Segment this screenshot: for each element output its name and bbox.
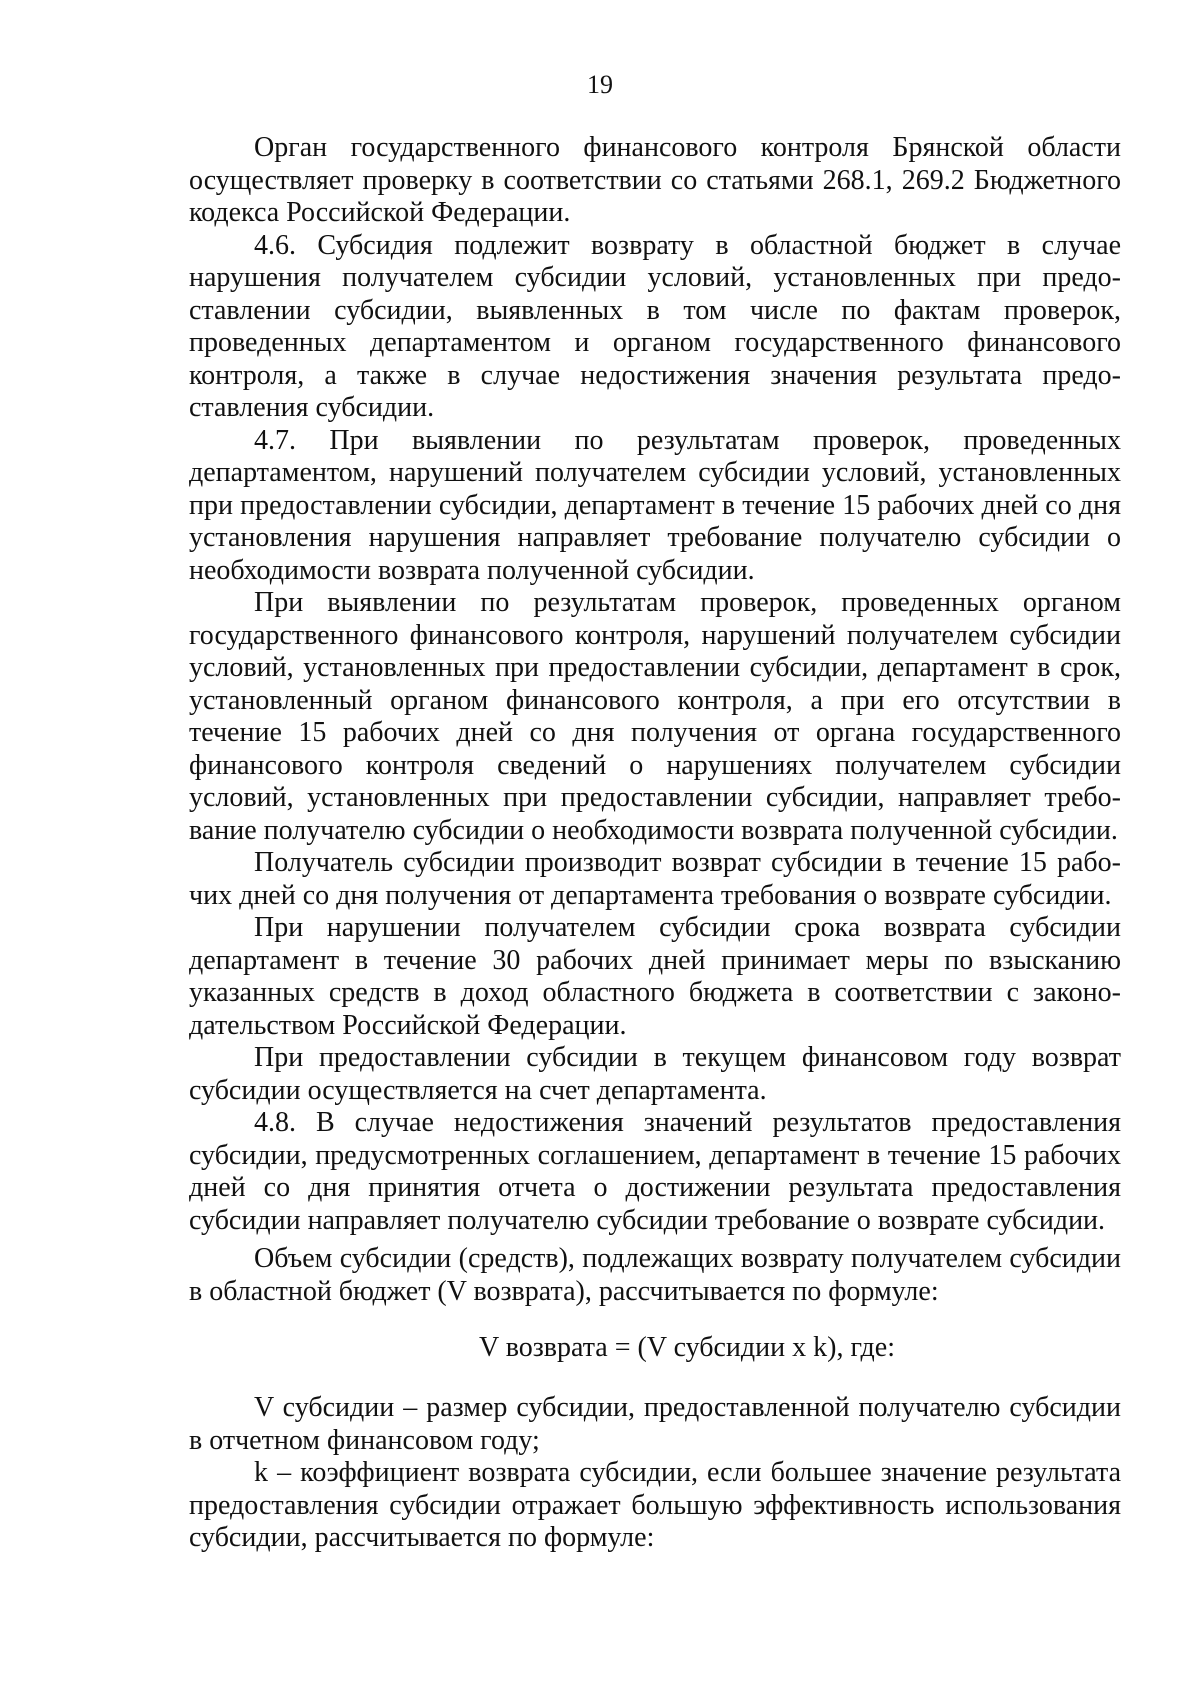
paragraph-recovery-measures: При нарушении получателем субсидии срока возврата субсидии департамент в течение 30 рабочих дней принимает меры по взысканию указанных средств в доход областного бюджета в соответствии с законодательством Российской Федерации. [189,912,1121,1041]
definition-v-subsidy: V субсидии – размер субсидии, предоставленной получателю субсидии в отчетном финансовом году; [189,1392,1121,1456]
paragraph-4-6-refund-conditions: 4.6. Субсидия подлежит возврату в областной бюджет в случае нарушения получателем субсидии условий, установленных при предоставлении субсидии, выявленных в том числе по фактам проверок, проведенных департаментом и органом государственного финансового контроля, а также в случае недостижения значения результата предоставления субсидии. [189,229,1121,423]
paragraph-4-8-results-not-achieved: 4.8. В случае недостижения значений результатов предоставления субсидии, предусмотренных соглашением, департамент в течение 15 рабочих дней со дня принятия отчета о достижении результата предоставления субсидии направляет получателю субсидии требование о возврате субсидии. [189,1107,1121,1236]
paragraph-4-7-department-violations: 4.7. При выявлении по результатам проверок, проведенных департаментом, нарушений получателем субсидии условий, установленных при предоставлении субсидии, департамент в течение 15 рабочих дней со дня установления нарушения направляет требование получателю субсидии о необходимости возврата полученной субсидии. [189,424,1121,586]
paragraph-financial-control: Орган государственного финансового контроля Брянской области осуществляет проверку в соответствии со статьями 268.1, 269.2 Бюджетного кодекса Российской Федерации. [189,132,1121,228]
paragraph-current-year-refund: При предоставлении субсидии в текущем финансовом году возврат субсидии осуществляется на счет департамента. [189,1042,1121,1106]
document-body [189,132,1121,1555]
refund-formula: V возврата = (V субсидии x k), где: [479,1332,895,1363]
page-number: 19 [587,70,613,99]
paragraph-control-body-violations: При выявлении по результатам проверок, проведенных органом государственного финансового контроля, нарушений получателем субсидии условий, установленных при предоставлении субсидии, департамент в срок, установленный органом финансового контроля, а при его отсутствии в течение 15 рабочих дней со дня получения от органа государственного финансового контроля сведений о нарушениях получателем субсидии условий, установленных при предоставлении субсидии, направляет требование получателю субсидии о необходимости возврата полученной субсидии. [189,587,1121,846]
paragraph-refund-term: Получатель субсидии производит возврат субсидии в течение 15 рабочих дней со дня получения от департамента требования о возврате субсидии. [189,847,1121,911]
definition-k-coefficient: k – коэффициент возврата субсидии, если большее значение результата предоставления субсидии отражает большую эффективность использования субсидии, рассчитывается по формуле: [189,1457,1121,1553]
paragraph-refund-volume: Объем субсидии (средств), подлежащих возврату получателем субсидии в областной бюджет (V возврата), рассчитывается по формуле: [189,1243,1121,1307]
